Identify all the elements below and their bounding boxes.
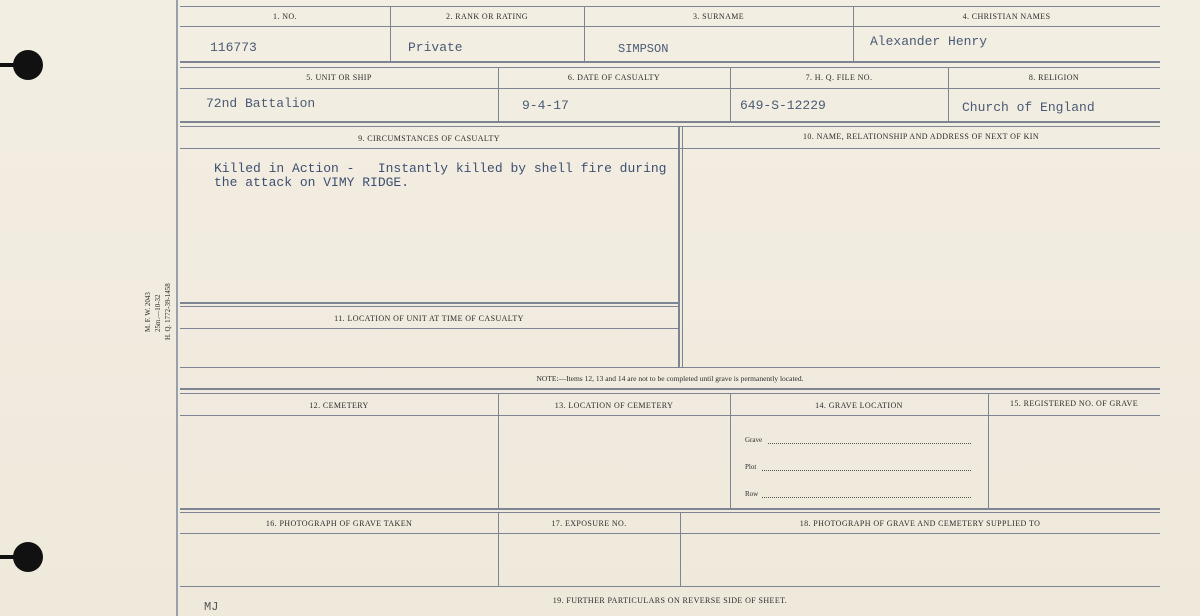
rule xyxy=(730,393,731,509)
header-further-particulars: 19. FURTHER PARTICULARS ON REVERSE SIDE OF SHEET. xyxy=(552,596,788,605)
value-no: 116773 xyxy=(210,40,257,55)
grave-field-label: Grave xyxy=(745,436,763,444)
header-file: 7. H. Q. FILE NO. xyxy=(805,73,873,82)
value-circumstances-line-2: the attack on VIMY RIDGE. xyxy=(214,175,410,190)
rule xyxy=(678,126,680,368)
plot-field-line xyxy=(762,470,971,471)
rule xyxy=(180,508,1160,510)
rule xyxy=(180,306,678,307)
rule xyxy=(180,121,1160,123)
plot-field-label: Plot xyxy=(745,463,757,471)
value-circumstances-line-1: Killed in Action - Instantly killed by shell fire during xyxy=(214,161,667,176)
header-grave-location: 14. GRAVE LOCATION xyxy=(815,401,903,410)
printer-mark xyxy=(140,280,180,340)
header-next-of-kin: 10. NAME, RELATIONSHIP AND ADDRESS OF NEXT OF KIN xyxy=(802,132,1040,141)
header-rank: 2. RANK OR RATING xyxy=(446,12,528,21)
note-text: NOTE:—Items 12, 13 and 14 are not to be completed until grave is permanently located. xyxy=(536,374,804,383)
header-circumstances: 9. CIRCUMSTANCES OF CASUALTY xyxy=(358,134,500,143)
value-rank: Private xyxy=(408,40,463,55)
rule xyxy=(180,388,1160,390)
header-no: 1. NO. xyxy=(273,12,297,21)
rule xyxy=(180,533,1160,534)
printer-mark-line-1: M. F. W. 2043 xyxy=(144,292,152,332)
left-margin-rule xyxy=(176,0,178,616)
rule xyxy=(180,148,1160,149)
rule xyxy=(180,586,1160,587)
rule xyxy=(180,126,1160,127)
clerk-initials: MJ xyxy=(204,600,219,614)
header-photo-taken: 16. PHOTOGRAPH OF GRAVE TAKEN xyxy=(265,519,413,528)
header-religion: 8. RELIGION xyxy=(1028,73,1080,82)
value-religion: Church of England xyxy=(962,100,1095,115)
rule xyxy=(682,126,683,368)
header-unit: 5. UNIT OR SHIP xyxy=(306,73,372,82)
header-photo-supplied: 18. PHOTOGRAPH OF GRAVE AND CEMETERY SUPPLIED TO xyxy=(799,519,1041,528)
value-file: 649-S-12229 xyxy=(740,98,826,113)
row-field-label: Row xyxy=(745,490,759,498)
rule xyxy=(180,393,1160,394)
printer-mark-line-3: H. Q. 1772-39-1458 xyxy=(164,283,172,340)
rule xyxy=(180,67,1160,68)
rule xyxy=(988,393,989,509)
rule xyxy=(180,367,1160,368)
grave-field-line xyxy=(768,443,971,444)
rule xyxy=(180,512,1160,513)
rule xyxy=(180,415,1160,416)
rule xyxy=(180,26,1160,27)
rule xyxy=(180,302,678,304)
rule xyxy=(180,328,678,329)
binder-hole-top xyxy=(13,50,43,80)
header-registered-no: 15. REGISTERED NO. OF GRAVE xyxy=(1010,399,1138,408)
value-date: 9-4-17 xyxy=(522,98,569,113)
header-cemetery: 12. CEMETERY xyxy=(309,401,369,410)
header-surname: 3. SURNAME xyxy=(692,12,745,21)
rule xyxy=(498,393,499,509)
header-christian-names: 4. CHRISTIAN NAMES xyxy=(962,12,1051,21)
value-christian-names: Alexander Henry xyxy=(870,34,988,49)
rule xyxy=(180,61,1160,63)
rule xyxy=(180,6,1160,7)
value-unit: 72nd Battalion xyxy=(206,96,316,111)
binder-hole-bottom xyxy=(13,542,43,572)
printer-mark-line-2: 25m.—10-32 xyxy=(154,294,162,332)
header-location-of-unit: 11. LOCATION OF UNIT AT TIME OF CASUALTY xyxy=(334,314,524,323)
header-cemetery-location: 13. LOCATION OF CEMETERY xyxy=(554,401,674,410)
value-surname: SIMPSON xyxy=(618,42,669,56)
header-date: 6. DATE OF CASUALTY xyxy=(567,73,661,82)
rule xyxy=(180,88,1160,89)
header-exposure: 17. EXPOSURE NO. xyxy=(551,519,627,528)
row-field-line xyxy=(762,497,971,498)
